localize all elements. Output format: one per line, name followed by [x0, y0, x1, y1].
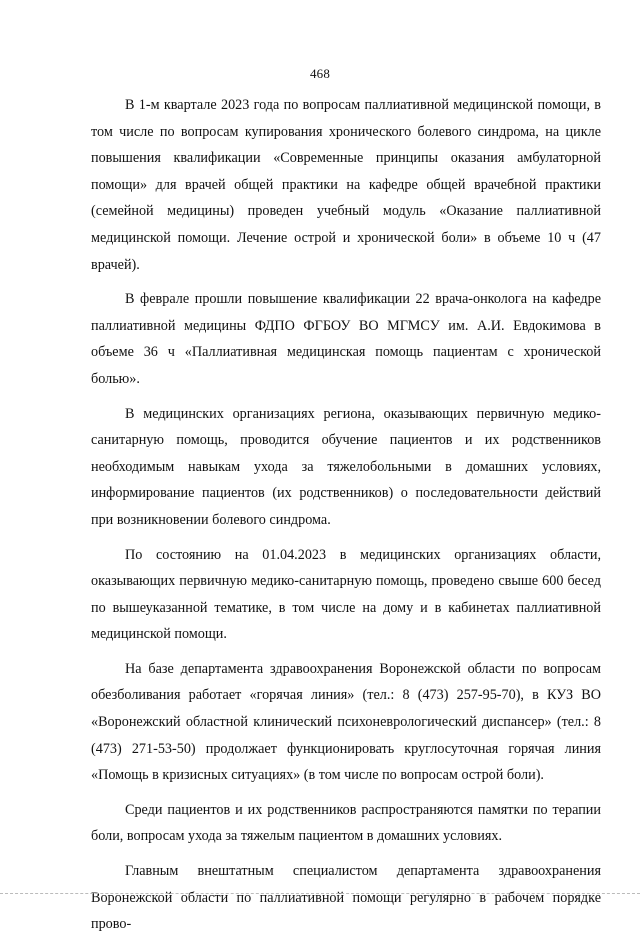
document-body [91, 92, 601, 938]
paragraph-patient-education: В медицинских организациях региона, оказывающих первичную медико-санитарную помощь, проводится обучение пациентов и их родственников необходимым навыкам ухода за тяжелобольными в домашних условиях, информирование пациентов (их родственников) о последовательности действий при возникновении болевого синдрома. [91, 405, 601, 528]
page-number: 468 [309, 66, 331, 81]
page-bottom-edge [0, 893, 640, 894]
paragraph-oncologists-training: В феврале прошли повышение квалификации 22 врача-онколога на кафедре паллиативной медицины ФДПО ФГБОУ ВО МГМСУ им. А.И. Евдокимова в объеме 36 ч «Паллиативная медицинская помощь пациентам с хронической болью». [91, 291, 601, 387]
paragraph-training-module: В 1-м квартале 2023 года по вопросам паллиативной медицинской помощи, в том числе по вопросам купирования хронического болевого синдрома, на цикле повышения квалификации «Современные принципы оказания амбулаторной помощи» для врачей общей практики на кафедре общей врачебной практики (семейной медицины) проведен учебный модуль «Оказание паллиативной медицинской помощи. Лечение острой и хронической боли» в объеме 10 ч (47 врачей). [91, 97, 601, 273]
paragraph-chief-specialist: Главным внештатным специалистом департамента здравоохранения Воронежской области по паллиативной помощи регулярно в рабочем порядке прово- [91, 863, 601, 933]
paragraph-conversations-count: По состоянию на 01.04.2023 в медицинских организациях области, оказывающих первичную медико-санитарную помощь, проведено свыше 600 бесед по вышеуказанной тематике, в том числе на дому и в кабинетах паллиативной медицинской помощи. [91, 546, 601, 643]
paragraph-hotline: На базе департамента здравоохранения Воронежской области по вопросам обезболивания работает «горячая линия» (тел.: 8 (473) 257-95-70), в КУЗ ВО «Воронежский областной клинический психоневрологический диспансер» (тел.: 8 (473) 271-53-50) продолжает функционировать круглосуточная горячая линия «Помощь в кризисных ситуациях» (в том числе по вопросам острой боли). [91, 660, 601, 784]
paragraph-memos: Среди пациентов и их родственников распространяются памятки по терапии боли, вопросам ухода за тяжелым пациентом в домашних условиях. [91, 801, 601, 845]
